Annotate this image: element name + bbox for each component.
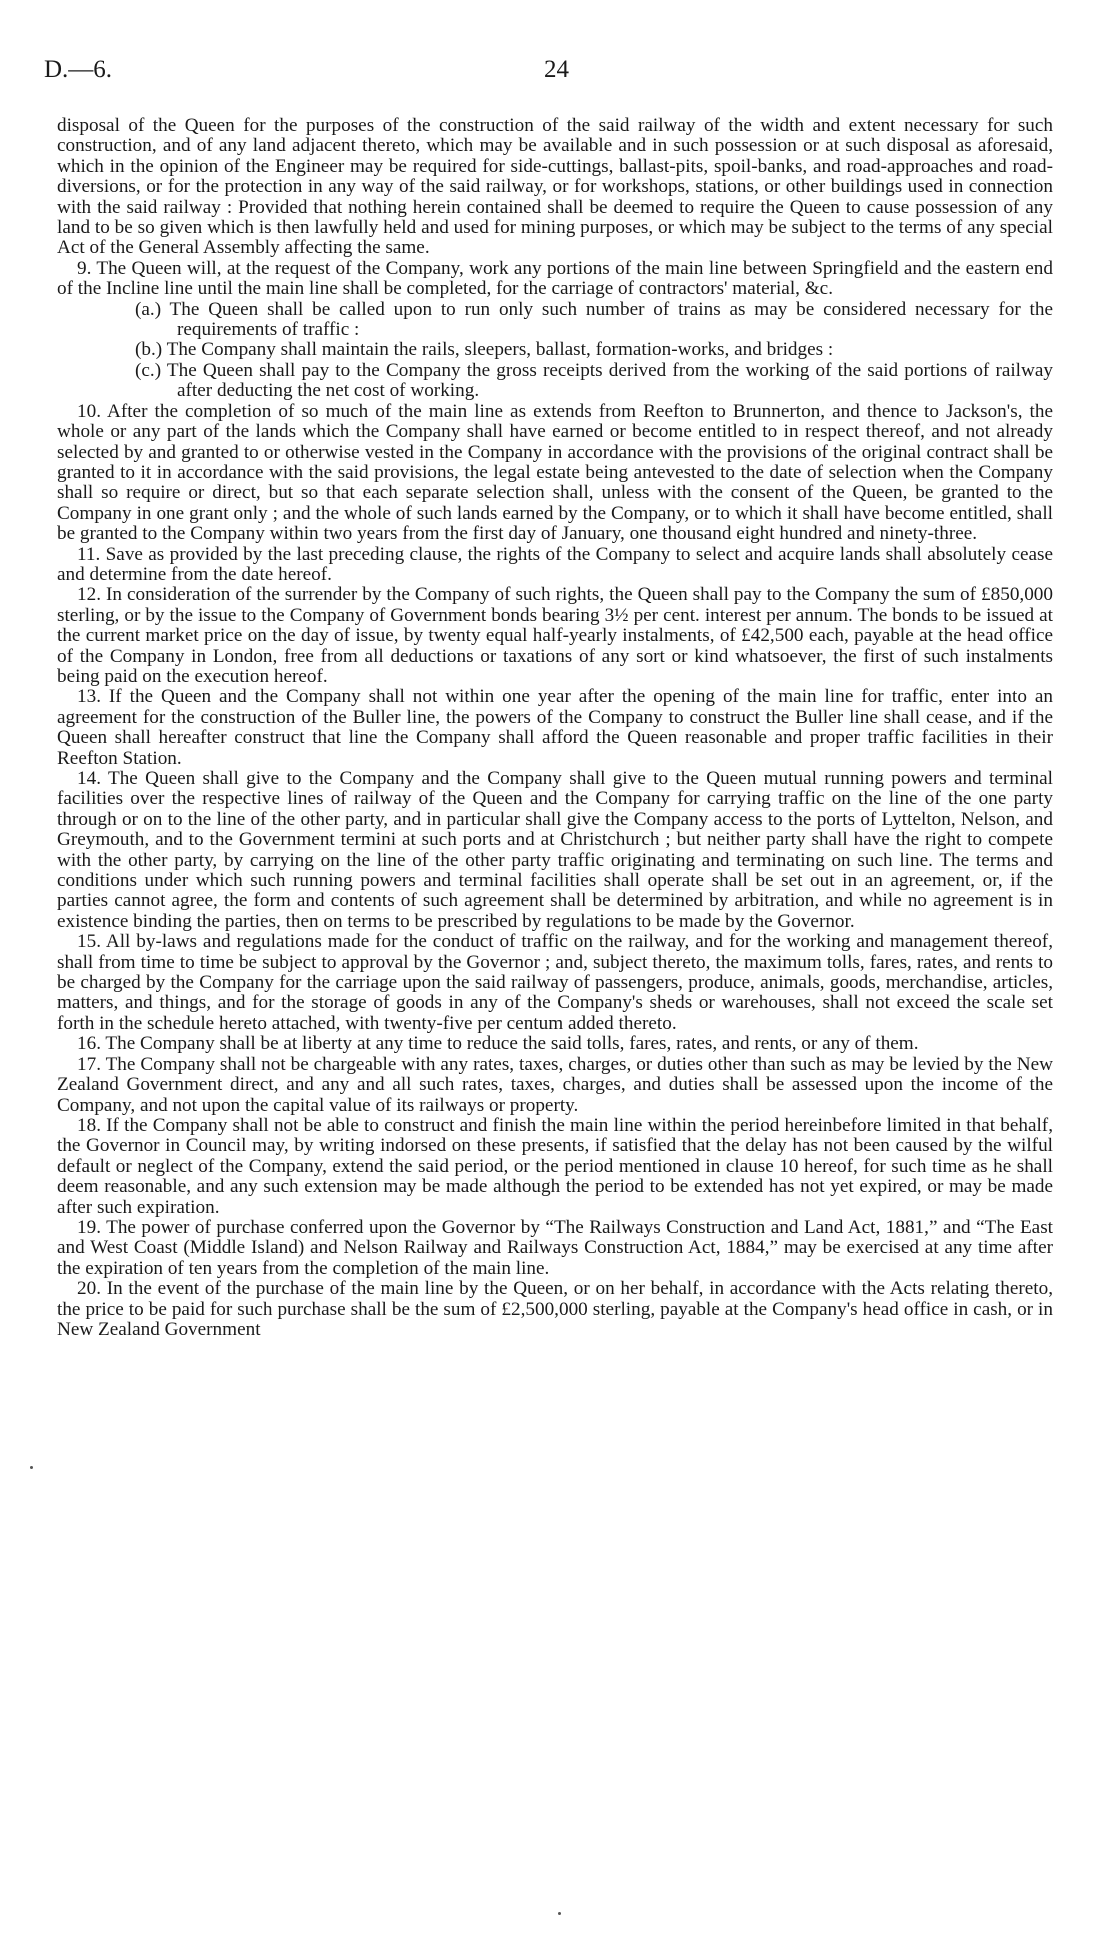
clause-16: 16. The Company shall be at liberty at any time to reduce the said tolls, fares, rates, and rents, or any of them. xyxy=(77,1033,919,1055)
clause-20: 20. In the event of the purchase of the main line by the Queen, or on her behalf, in accordance with the Acts relating thereto, the price to be paid for such purchase shall be the sum of £2,500,000 sterling, payable at the Company's head office in cash, or in New Zealand Government xyxy=(57,1278,1053,1340)
clause-13: 13. If the Queen and the Company shall not within one year after the opening of the main line for traffic, enter into an agreement for the construction of the Buller line, the powers of the Company to construct the Buller line shall cease, and if the Queen shall hereafter construct that line the Company shall afford the Queen reasonable and proper traffic facilities in their Reefton Station. xyxy=(57,686,1053,769)
clause-18: 18. If the Company shall not be able to construct and finish the main line within the period hereinbefore limited in that behalf, the Governor in Council may, by writing indorsed on these presents, if satisfied that the delay has not been caused by the wilful default or neglect of the Company, extend the said period, or the period mentioned in clause 10 hereof, for such time as he shall deem reasonable, and any such extension may be made although the period to be extended has not yet expired, or may be made after such expiration. xyxy=(57,1114,1053,1218)
clause-17: 17. The Company shall not be chargeable with any rates, taxes, charges, or duties other than such as may be levied by the New Zealand Government direct, and any and all such rates, taxes, charges, and duties shall be assessed upon the income of the Company, and not upon the capital value of its railways or property. xyxy=(57,1053,1053,1116)
clause-9-a: (a.) The Queen shall be called upon to run only such number of trains as may be considered necessary for the requirements of traffic : xyxy=(135,298,1053,341)
page-number: 24 xyxy=(544,56,569,83)
clause-9-c: (c.) The Queen shall pay to the Company the gross receipts derived from the working of the said portions of railway after deducting the net cost of working. xyxy=(135,359,1053,402)
page-header xyxy=(44,56,1054,90)
clause-9: 9. The Queen will, at the request of the Company, work any portions of the main line between Springfield and the eastern end of the Incline line until the main line shall be completed, for the carriage of contractors' material, &c. xyxy=(57,257,1053,300)
clause-10: 10. After the completion of so much of the main line as extends from Reefton to Brunnerton, and thence to Jackson's, the whole or any part of the lands which the Company shall have earned or become entitled to in respect thereof, and not already selected by and granted to or otherwise vested in the Company in accordance with the provisions of the original contract shall be granted to it in accordance with the said provisions, the legal estate being antevested to the date of selection when the Company shall so require or direct, but so that each separate selection shall, unless with the consent of the Queen, be granted to the Company in one grant only ; and the whole of such lands earned by the Company, or to which it shall have become entitled, shall be granted to the Company within two years from the first day of January, one thousand eight hundred and ninety-three. xyxy=(57,400,1053,545)
margin-speck-mark xyxy=(30,1466,33,1469)
clause-14: 14. The Queen shall give to the Company and the Company shall give to the Queen mutual running powers and terminal facilities over the respective lines of railway of the Queen and the Company for carrying traffic on the line of the one party through or on to the line of the other party, and in particular shall give the Company access to the ports of Lyttelton, Nelson, and Greymouth, and to the Government termini at such ports and at Christchurch ; but neither party shall have the right to compete with the other party, by carrying on the line of the other party traffic originating and terminating on such line. The terms and conditions under which such running powers and terminal facilities shall operate shall be set out in an agreement, or, if the parties cannot agree, the form and contents of such agreement shall be determined by arbitration, and while no agreement is in existence binding the parties, then on terms to be prescribed by regulations to be made by the Governor. xyxy=(57,768,1053,932)
footer-speck-mark xyxy=(558,1912,561,1915)
continuation-paragraph: disposal of the Queen for the purposes of the construction of the said railway of the width and extent necessary for such construction, and of any land adjacent thereto, which may be available and in such possession or at such disposal as aforesaid, which in the opinion of the Engineer may be required for side-cuttings, ballast-pits, spoil-banks, and road-approaches and road-diversions, or for the protection in any way of the said railway, or for workshops, stations, or other buildings used in connection with the said railway : Provided that nothing herein contained shall be deemed to require the Queen to cause possession of any land to be so given which is then lawfully held and used for mining purposes, or which may be subject to the terms of any special Act of the General Assembly affecting the same. xyxy=(57,115,1053,259)
clause-9-b: (b.) The Company shall maintain the rails, sleepers, ballast, formation-works, and bridges : xyxy=(135,339,834,361)
document-reference: D.—6. xyxy=(44,56,113,83)
body-text xyxy=(57,116,1053,1340)
clause-19: 19. The power of purchase conferred upon the Governor by “The Railways Construction and Land Act, 1881,” and “The East and West Coast (Middle Island) and Nelson Railway and Railways Construction Act, 1884,” may be exercised at any time after the expiration of ten years from the completion of the main line. xyxy=(57,1216,1053,1279)
clause-12: 12. In consideration of the surrender by the Company of such rights, the Queen shall pay to the Company the sum of £850,000 sterling, or by the issue to the Company of Government bonds bearing 3½ per cent. interest per annum. The bonds to be issued at the current market price on the day of issue, by twenty equal half-yearly instalments, of £42,500 each, payable at the head office of the Company in London, free from all deductions or taxations of any sort or kind whatsoever, the first of such instalments being paid on the execution hereof. xyxy=(57,584,1053,687)
clause-15: 15. All by-laws and regulations made for the conduct of traffic on the railway, and for the working and management thereof, shall from time to time be subject to approval by the Governor ; and, subject thereto, the maximum tolls, fares, rates, and rents to be charged by the Company for the carriage upon the said railway of passengers, produce, animals, goods, merchandise, articles, matters, and things, and for the storage of goods in any of the Company's sheds or warehouses, shall not exceed the scale set forth in the schedule hereto attached, with twenty-five per centum added thereto. xyxy=(57,931,1053,1034)
clause-11: 11. Save as provided by the last preceding clause, the rights of the Company to select and acquire lands shall absolutely cease and determine from the date hereof. xyxy=(57,543,1053,585)
